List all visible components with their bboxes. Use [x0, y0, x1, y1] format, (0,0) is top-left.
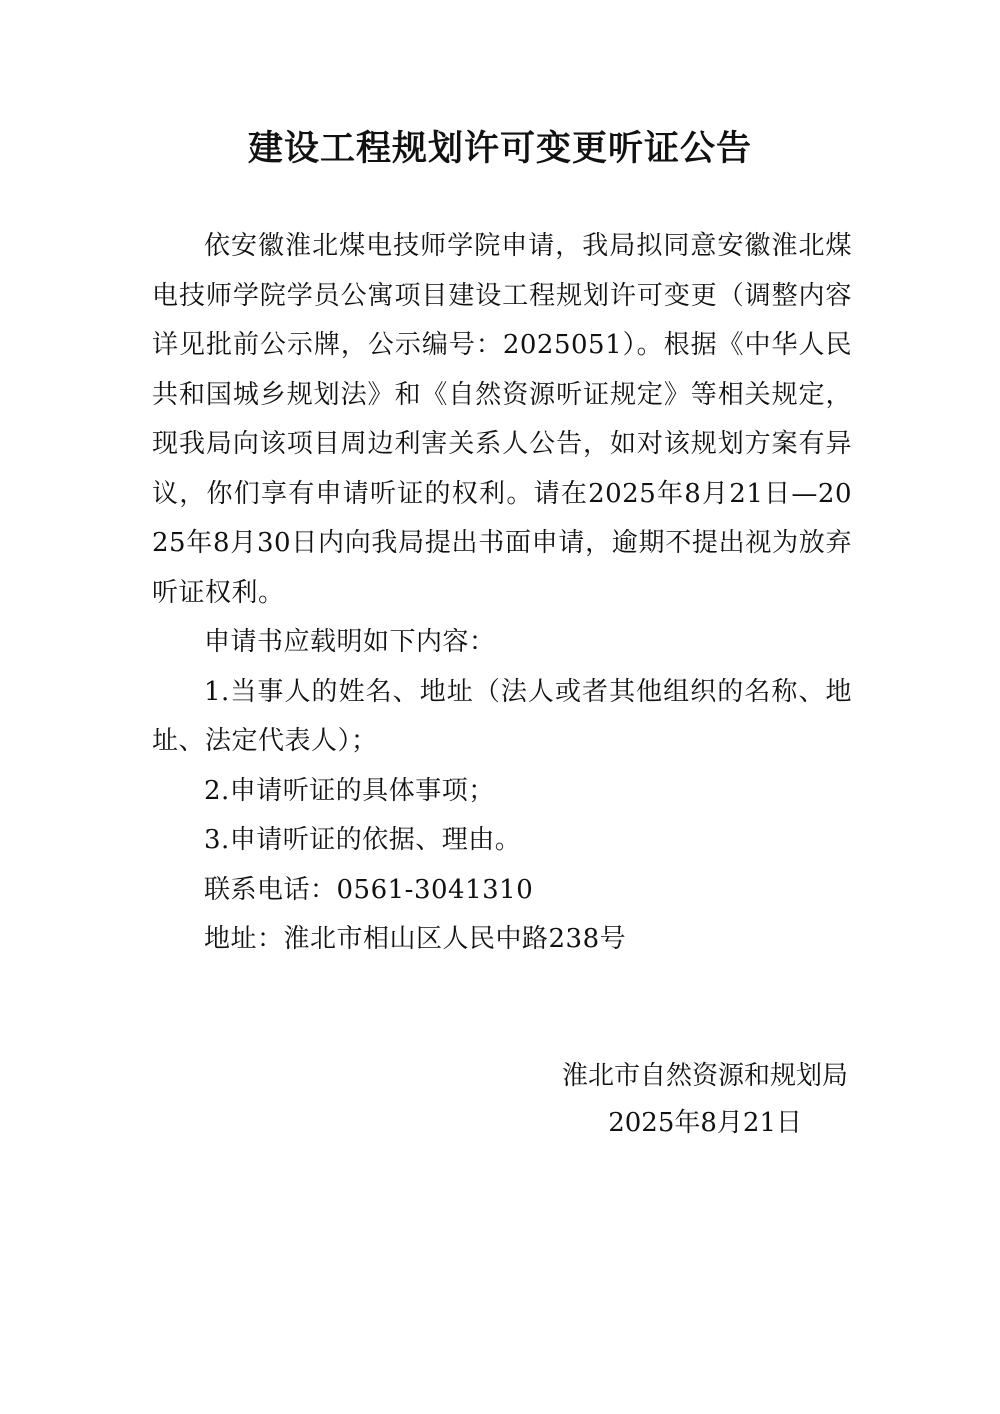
notice-title: 建设工程规划许可变更听证公告: [247, 129, 752, 169]
main-paragraph: 依安徽淮北煤电技师学院申请，我局拟同意安徽淮北煤电技师学院学员公寓项目建设工程规划许可变更（调整内容详见批前公示牌，公示编号：2025051）。根据《中华人民共和国城乡规划法》和《自然资源听证规定》等相关规定，现我局向该项目周边利害关系人公告，如对该规划方案有异议，你们享有申请听证的权利。请在2025年8月21日—2025年8月30日内向我局提出书面申请，逾期不提出视为放弃听证权利。: [152, 231, 852, 608]
requirement-item-3: 3.申请听证的依据、理由。: [204, 825, 522, 855]
list-intro: 申请书应载明如下内容：: [204, 627, 496, 657]
issue-date: 2025年8月21日: [608, 1108, 802, 1138]
requirement-item-1: 1.当事人的姓名、地址（法人或者其他组织的名称、地址、法定代表人）；: [152, 676, 852, 756]
requirement-item-2: 2.申请听证的具体事项；: [204, 775, 495, 806]
signature-block: [448, 1053, 848, 1147]
contact-address: 地址：淮北市相山区人民中路238号: [204, 924, 627, 954]
notice-body: [152, 222, 852, 965]
issuer-name: 淮北市自然资源和规划局: [561, 1061, 848, 1091]
contact-phone: 联系电话：0561-3041310: [204, 874, 534, 905]
